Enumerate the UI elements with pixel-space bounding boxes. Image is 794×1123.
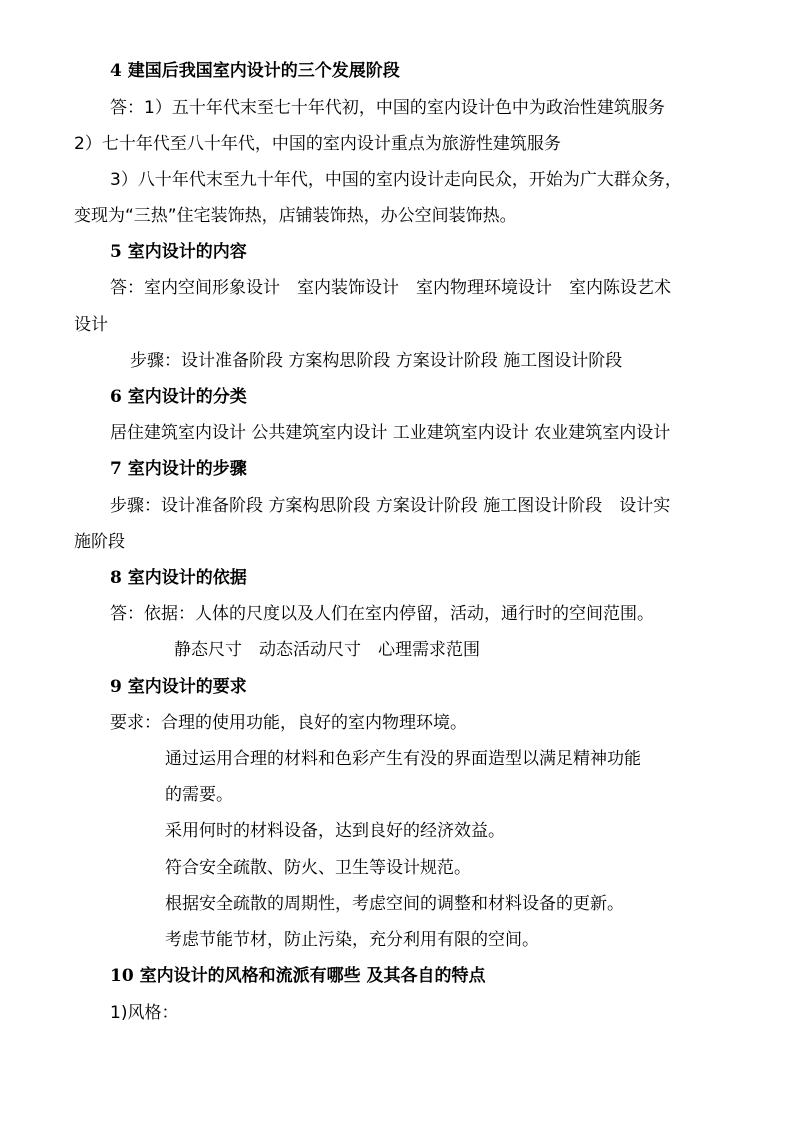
heading-basis: 8 室内设计的依据: [110, 568, 247, 588]
heading-steps: 7 室内设计的步骤: [110, 459, 247, 479]
heading-requirements: 9 室内设计的要求: [110, 677, 247, 697]
heading-styles-schools: 10 室内设计的风格和流派有哪些 及其各自的特点: [110, 966, 486, 986]
paragraph-line: 设计: [74, 315, 108, 335]
paragraph-line: 答：依据：人体的尺度以及人们在室内停留，活动，通行时的空间范围。: [110, 604, 654, 624]
paragraph-line: 答：室内空间形象设计 室内装饰设计 室内物理环境设计 室内陈设艺术: [110, 278, 671, 298]
paragraph-line: 答：1）五十年代末至七十年代初，中国的室内设计色中为政治性建筑服务: [110, 98, 665, 118]
paragraph-line: 步骤：设计准备阶段 方案构思阶段 方案设计阶段 施工图设计阶段 设计实: [110, 496, 671, 516]
paragraph-line: 考虑节能节材，防止污染，充分利用有限的空间。: [165, 930, 539, 950]
paragraph-line: 根据安全疏散的周期性，考虑空间的调整和材料设备的更新。: [165, 894, 624, 914]
paragraph-line: 3）八十年代末至九十年代，中国的室内设计走向民众，开始为广大群众务，: [110, 170, 682, 190]
paragraph-line: 居住建筑室内设计 公共建筑室内设计 工业建筑室内设计 农业建筑室内设计: [110, 423, 671, 443]
paragraph-line: 通过运用合理的材料和色彩产生有没的界面造型以满足精神功能: [165, 749, 641, 769]
paragraph-line: 的需要。: [165, 785, 233, 805]
heading-classification: 6 室内设计的分类: [110, 387, 247, 407]
paragraph-line: 2）七十年代至八十年代，中国的室内设计重点为旅游性建筑服务: [74, 134, 561, 154]
paragraph-line: 要求：合理的使用功能，良好的室内物理环境。: [110, 713, 467, 733]
paragraph-line: 1)风格：: [110, 1003, 179, 1023]
paragraph-line: 采用何时的材料设备，达到良好的经济效益。: [165, 821, 505, 841]
paragraph-line: 静态尺寸 动态活动尺寸 心理需求范围: [174, 640, 480, 660]
paragraph-line: 符合安全疏散、防火、卫生等设计规范。: [165, 858, 471, 878]
paragraph-line: 变现为“三热”住宅装饰热，店铺装饰热，办公空间装饰热。: [74, 206, 517, 226]
heading-content: 5 室内设计的内容: [110, 242, 247, 262]
heading-development-stages: 4 建国后我国室内设计的三个发展阶段: [110, 61, 400, 81]
paragraph-line: 步骤：设计准备阶段 方案构思阶段 方案设计阶段 施工图设计阶段: [130, 351, 623, 371]
paragraph-line: 施阶段: [74, 532, 125, 552]
